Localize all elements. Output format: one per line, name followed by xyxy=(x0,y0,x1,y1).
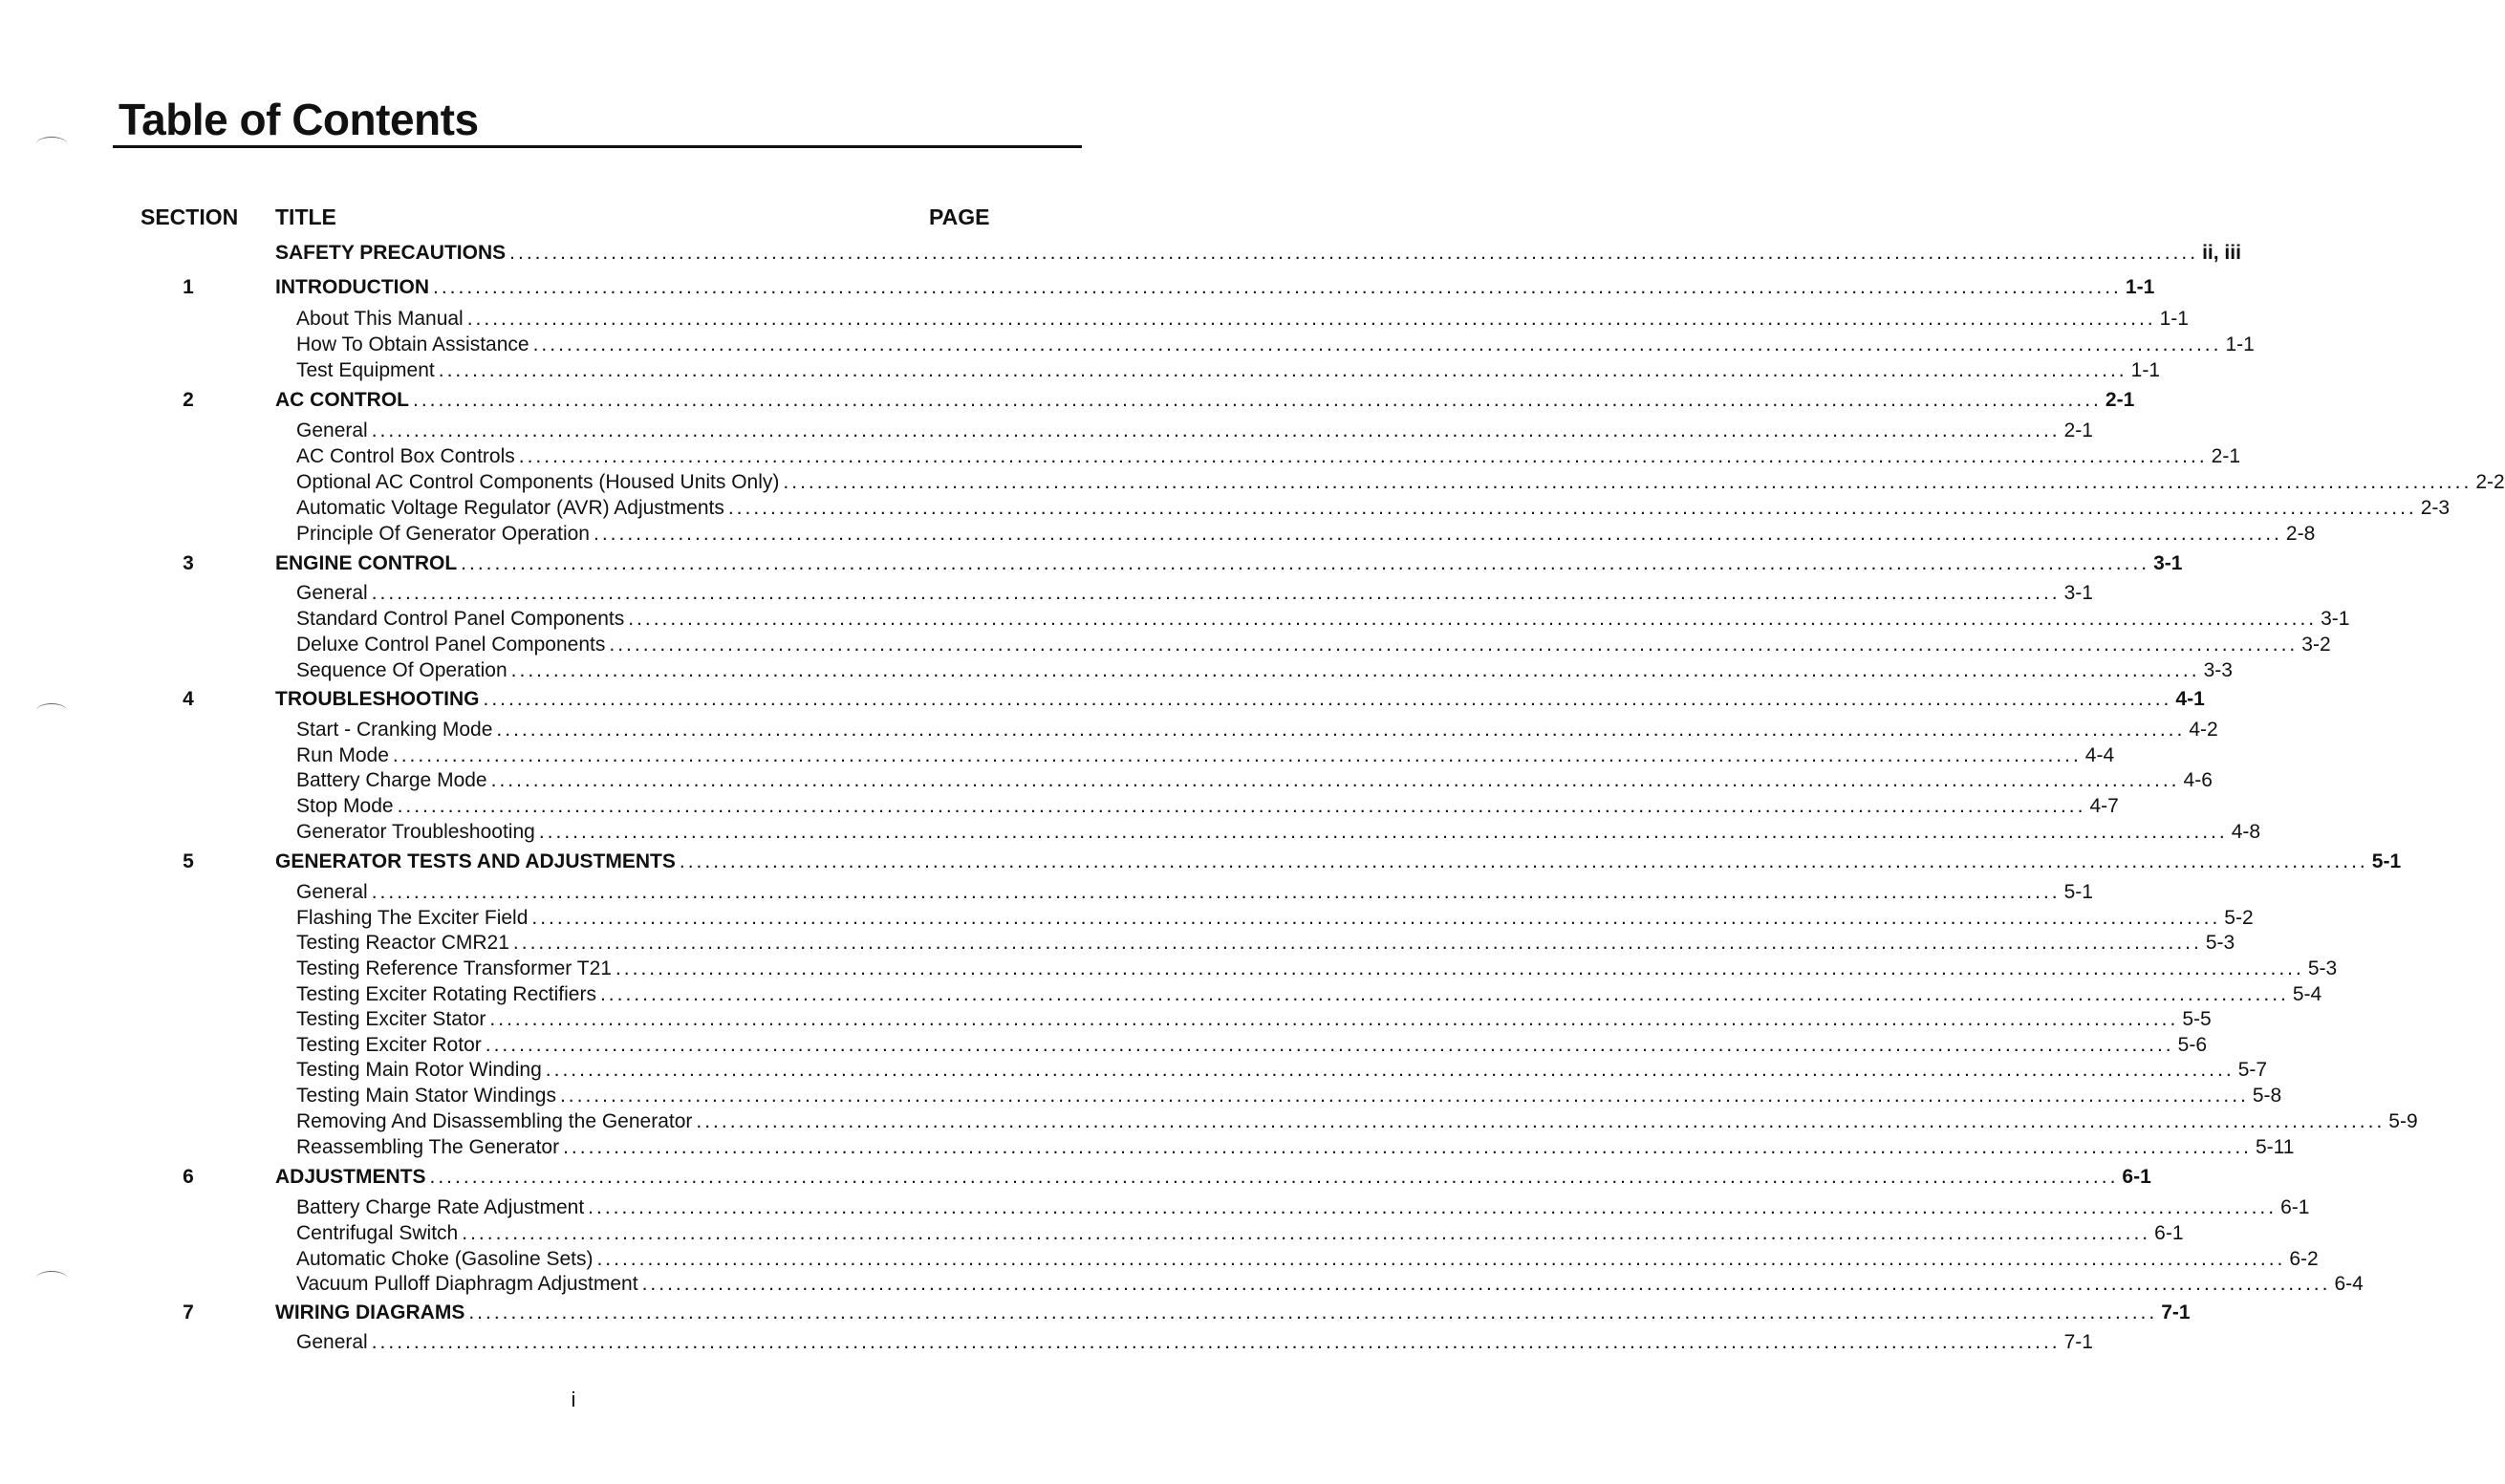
toc-entry xyxy=(275,387,2135,414)
toc-row[interactable] xyxy=(0,819,2261,846)
toc-row[interactable] xyxy=(0,469,2505,496)
toc-row[interactable] xyxy=(0,357,2161,384)
toc-entry-page: 2-8 xyxy=(2285,523,2316,545)
toc-row[interactable] xyxy=(0,879,2093,906)
toc-entry xyxy=(296,742,2115,769)
toc-row[interactable] xyxy=(0,1134,2295,1161)
toc-entry xyxy=(296,469,2505,496)
toc-entry-page: 5-11 xyxy=(2256,1136,2295,1158)
dot-leader: ........................................................................................................................................................................................................ xyxy=(593,523,2282,545)
toc-entry-page: 5-3 xyxy=(2205,932,2235,954)
toc-entry-title: Flashing The Exciter Field xyxy=(296,907,529,929)
toc-entry xyxy=(296,930,2235,957)
dot-leader: ........................................................................................................................................................................................................ xyxy=(461,552,2150,574)
dot-leader: ........................................................................................................................................................................................................ xyxy=(413,389,2102,411)
toc-entry-title: AC CONTROL xyxy=(275,389,409,411)
toc-entry-title: General xyxy=(296,1331,368,1353)
toc-entry-page: 6-4 xyxy=(2334,1273,2364,1295)
toc-entry xyxy=(296,418,2093,444)
dot-leader: ........................................................................................................................................................................................................ xyxy=(532,333,2222,355)
dot-leader: ........................................................................................................................................................................................................ xyxy=(641,1273,2331,1295)
toc-entry-title: General xyxy=(296,881,368,903)
toc-entry xyxy=(296,905,2254,932)
toc-row[interactable] xyxy=(0,1032,2208,1059)
toc-entry xyxy=(296,306,2189,333)
toc-row[interactable] xyxy=(0,495,2451,522)
toc-row[interactable] xyxy=(0,686,2205,713)
toc-row[interactable] xyxy=(0,956,2338,982)
toc-row[interactable] xyxy=(0,1108,2418,1135)
toc-entry-page: 6-1 xyxy=(2280,1196,2310,1218)
toc-row[interactable] xyxy=(0,632,2331,658)
dot-leader: ........................................................................................................................................................................................................ xyxy=(609,634,2299,656)
dot-leader: ........................................................................................................................................................................................................ xyxy=(531,907,2221,929)
toc-entry-page: 6-1 xyxy=(2154,1222,2184,1244)
toc-entry-page: 2-1 xyxy=(2105,389,2135,411)
section-number: 6 xyxy=(183,1166,194,1188)
dot-leader: ........................................................................................................................................................................................................ xyxy=(485,1034,2174,1056)
dot-leader: ........................................................................................................................................................................................................ xyxy=(510,659,2200,681)
toc-entry-title: TROUBLESHOOTING xyxy=(275,688,480,710)
toc-row[interactable] xyxy=(0,1083,2282,1109)
title-rule xyxy=(113,145,1082,148)
toc-entry-page: 5-1 xyxy=(2063,881,2093,903)
toc-entry-page: 5-7 xyxy=(2237,1059,2268,1081)
toc-entry xyxy=(275,1300,2191,1326)
toc-entry-page: 2-1 xyxy=(2063,419,2093,441)
toc-entry-title: Testing Exciter Stator xyxy=(296,1008,486,1030)
toc-entry xyxy=(296,1246,2319,1273)
toc-row[interactable] xyxy=(0,1164,2151,1191)
dot-leader: ........................................................................................................................................................................................................ xyxy=(538,821,2228,843)
toc-entry-title: Run Mode xyxy=(296,744,389,766)
dot-leader: ........................................................................................................................................................................................................ xyxy=(468,1301,2158,1323)
toc-entry xyxy=(296,1032,2208,1059)
toc-entry-page: 5-4 xyxy=(2292,983,2322,1005)
toc-entry-title: Stop Mode xyxy=(296,795,394,817)
toc-entry-page: 3-1 xyxy=(2063,582,2093,604)
dot-leader: ........................................................................................................................................................................................................ xyxy=(429,1166,2119,1188)
dot-leader: ........................................................................................................................................................................................................ xyxy=(783,471,2473,493)
toc-entry-title: General xyxy=(296,582,368,604)
toc-row[interactable] xyxy=(0,1329,2093,1356)
toc-entry-title: Principle Of Generator Operation xyxy=(296,523,590,545)
toc-entry-title: Start - Cranking Mode xyxy=(296,719,493,741)
toc-entry-page: ii, iii xyxy=(2202,242,2241,264)
toc-entry xyxy=(296,1134,2295,1161)
toc-entry-page: 5-5 xyxy=(2182,1008,2212,1030)
dot-leader: ........................................................................................................................................................................................................ xyxy=(596,1248,2286,1270)
page-title: Table of Contents xyxy=(119,95,479,144)
toc-row[interactable] xyxy=(0,332,2255,358)
toc-entry-title: Vacuum Pulloff Diaphragm Adjustment xyxy=(296,1273,638,1295)
dot-leader: ........................................................................................................................................................................................................ xyxy=(545,1059,2235,1081)
toc-entry-page: 3-1 xyxy=(2153,552,2183,574)
toc-entry xyxy=(296,357,2161,384)
toc-row[interactable] xyxy=(0,905,2254,932)
section-number: 2 xyxy=(183,389,194,411)
toc-entry xyxy=(296,819,2261,846)
toc-entry xyxy=(275,686,2205,713)
dot-leader: ........................................................................................................................................................................................................ xyxy=(397,795,2086,817)
toc-entry-title: ADJUSTMENTS xyxy=(275,1166,426,1188)
toc-entry xyxy=(296,495,2451,522)
toc-entry xyxy=(275,274,2155,301)
toc-row[interactable] xyxy=(0,550,2183,577)
dot-leader: ........................................................................................................................................................................................................ xyxy=(392,744,2082,766)
toc-row[interactable] xyxy=(0,1057,2268,1084)
toc-entry-page: 4-6 xyxy=(2183,769,2213,791)
dot-leader: ........................................................................................................................................................................................................ xyxy=(371,582,2061,604)
toc-entry-title: SAFETY PRECAUTIONS xyxy=(275,242,507,264)
toc-row[interactable] xyxy=(0,1271,2364,1298)
toc-entry-title: Standard Control Panel Components xyxy=(296,608,625,630)
toc-row[interactable] xyxy=(0,443,2241,470)
toc-entry-page: 6-2 xyxy=(2289,1248,2319,1270)
toc-entry xyxy=(296,793,2119,820)
toc-row[interactable] xyxy=(0,1300,2191,1326)
toc-entry-title: ENGINE CONTROL xyxy=(275,552,458,574)
dot-leader: ........................................................................................................................................................................................................ xyxy=(559,1085,2249,1107)
toc-row[interactable] xyxy=(0,1006,2212,1033)
dot-leader: ........................................................................................................................................................................................................ xyxy=(628,608,2318,630)
toc-entry xyxy=(296,1057,2268,1084)
section-number: 7 xyxy=(183,1301,194,1323)
dot-leader: ........................................................................................................................................................................................................ xyxy=(512,932,2202,954)
toc-entry-title: Generator Troubleshooting xyxy=(296,821,535,843)
toc-row[interactable] xyxy=(0,717,2218,743)
dot-leader: ........................................................................................................................................................................................................ xyxy=(696,1110,2386,1132)
dot-leader: ........................................................................................................................................................................................................ xyxy=(599,983,2289,1005)
dot-leader: ........................................................................................................................................................................................................ xyxy=(466,308,2156,330)
dot-leader: ........................................................................................................................................................................................................ xyxy=(462,1222,2151,1244)
toc-row[interactable] xyxy=(0,767,2213,794)
toc-entry xyxy=(296,1006,2212,1033)
toc-entry-page: 4-2 xyxy=(2189,719,2218,741)
section-column-header: SECTION xyxy=(140,204,239,229)
dot-leader: ........................................................................................................................................................................................................ xyxy=(490,769,2180,791)
toc-row[interactable] xyxy=(0,306,2189,333)
toc-row[interactable] xyxy=(0,793,2119,820)
dot-leader: ........................................................................................................................................................................................................ xyxy=(371,881,2061,903)
toc-row[interactable] xyxy=(0,1220,2184,1247)
toc-row[interactable] xyxy=(0,387,2135,414)
toc-entry xyxy=(296,521,2316,548)
toc-entry xyxy=(296,1271,2364,1298)
toc-row[interactable] xyxy=(0,742,2115,769)
toc-entry-page: 1-1 xyxy=(2225,333,2255,355)
title-column-header: TITLE xyxy=(275,204,336,229)
toc-entry-page: 5-9 xyxy=(2388,1110,2418,1132)
toc-entry xyxy=(296,1083,2282,1109)
dot-leader: ........................................................................................................................................................................................................ xyxy=(727,497,2417,519)
toc-entry-title: GENERATOR TESTS AND ADJUSTMENTS xyxy=(275,850,676,872)
dot-leader: ........................................................................................................................................................................................................ xyxy=(438,359,2127,381)
toc-entry-page: 4-4 xyxy=(2084,744,2115,766)
toc-entry xyxy=(296,1329,2093,1356)
toc-entry-title: Automatic Voltage Regulator (AVR) Adjustments xyxy=(296,497,724,519)
toc-entry xyxy=(275,849,2402,875)
page-column-header: PAGE xyxy=(929,204,990,229)
toc-entry-page: 1-1 xyxy=(2130,359,2161,381)
toc-entry-page: 1-1 xyxy=(2125,276,2155,298)
toc-entry-title: Reassembling The Generator xyxy=(296,1136,560,1158)
toc-entry-page: 6-1 xyxy=(2122,1166,2151,1188)
dot-leader: ........................................................................................................................................................................................................ xyxy=(371,419,2061,441)
toc-entry-title: Test Equipment xyxy=(296,359,435,381)
toc-entry xyxy=(275,240,2241,267)
toc-entry xyxy=(296,956,2338,982)
toc-entry-title: General xyxy=(296,419,368,441)
toc-entry xyxy=(296,879,2093,906)
toc-entry xyxy=(275,1164,2151,1191)
dot-leader: ........................................................................................................................................................................................................ xyxy=(615,957,2304,979)
toc-entry-page: 1-1 xyxy=(2159,308,2189,330)
toc-row[interactable] xyxy=(0,1194,2310,1221)
toc-entry-title: Battery Charge Rate Adjustment xyxy=(296,1196,585,1218)
dot-leader: ........................................................................................................................................................................................................ xyxy=(483,688,2172,710)
toc-entry-title: Optional AC Control Components (Housed Units Only) xyxy=(296,471,780,493)
section-number: 3 xyxy=(183,552,194,574)
toc-entry-page: 5-3 xyxy=(2307,957,2338,979)
toc-row[interactable] xyxy=(0,240,2241,267)
toc-entry-title: How To Obtain Assistance xyxy=(296,333,529,355)
toc-entry-page: 4-1 xyxy=(2175,688,2205,710)
toc-entry-page: 4-7 xyxy=(2089,795,2119,817)
toc-entry-page: 5-8 xyxy=(2252,1085,2282,1107)
toc-entry-page: 3-3 xyxy=(2203,659,2233,681)
toc-entry-title: Deluxe Control Panel Components xyxy=(296,634,606,656)
toc-row[interactable] xyxy=(0,849,2402,875)
toc-entry-title: Testing Main Stator Windings xyxy=(296,1085,556,1107)
toc-entry-title: Testing Main Rotor Winding xyxy=(296,1059,542,1081)
dot-leader: ........................................................................................................................................................................................................ xyxy=(518,445,2208,467)
toc-entry-title: WIRING DIAGRAMS xyxy=(275,1301,465,1323)
dot-leader: ........................................................................................................................................................................................................ xyxy=(588,1196,2278,1218)
toc-entry-page: 2-3 xyxy=(2420,497,2451,519)
toc-entry xyxy=(296,332,2255,358)
section-number: 4 xyxy=(183,688,194,710)
toc-entry xyxy=(296,443,2241,470)
toc-entry xyxy=(296,606,2350,633)
toc-entry-title: Battery Charge Mode xyxy=(296,769,487,791)
dot-leader: ........................................................................................................................................................................................................ xyxy=(489,1008,2179,1030)
toc-row[interactable] xyxy=(0,521,2316,548)
toc-entry xyxy=(296,767,2213,794)
toc-row[interactable] xyxy=(0,930,2235,957)
toc-row[interactable] xyxy=(0,981,2322,1008)
dot-leader: ........................................................................................................................................................................................................ xyxy=(496,719,2186,741)
toc-entry xyxy=(296,1220,2184,1247)
toc-entry xyxy=(296,981,2322,1008)
toc-entry-title: About This Manual xyxy=(296,308,464,330)
toc-entry-page: 7-1 xyxy=(2063,1331,2093,1353)
toc-entry-title: INTRODUCTION xyxy=(275,276,429,298)
toc-entry-page: 4-8 xyxy=(2231,821,2261,843)
toc-entry-page: 7-1 xyxy=(2161,1301,2191,1323)
toc-row[interactable] xyxy=(0,580,2093,607)
toc-row[interactable] xyxy=(0,1246,2319,1273)
toc-entry-title: Sequence Of Operation xyxy=(296,659,507,681)
toc-entry xyxy=(296,1194,2310,1221)
toc-entry xyxy=(275,550,2183,577)
toc-entry-title: Removing And Disassembling the Generator xyxy=(296,1110,693,1132)
dot-leader: ........................................................................................................................................................................................................ xyxy=(433,276,2122,298)
dot-leader: ........................................................................................................................................................................................................ xyxy=(679,850,2368,872)
toc-row[interactable] xyxy=(0,418,2093,444)
toc-entry-title: Testing Exciter Rotating Rectifiers xyxy=(296,983,596,1005)
toc-entry-title: AC Control Box Controls xyxy=(296,445,515,467)
section-number: 1 xyxy=(183,276,194,298)
toc-entry-page: 5-1 xyxy=(2371,850,2402,872)
toc-entry xyxy=(296,1108,2418,1135)
toc-entry-page: 3-2 xyxy=(2301,634,2331,656)
dot-leader: ........................................................................................................................................................................................................ xyxy=(563,1136,2252,1158)
toc-entry-title: Automatic Choke (Gasoline Sets) xyxy=(296,1248,594,1270)
toc-entry-page: 3-1 xyxy=(2321,608,2350,630)
toc-entry xyxy=(296,717,2218,743)
toc-entry-page: 2-1 xyxy=(2211,445,2241,467)
toc-entry-title: Testing Reactor CMR21 xyxy=(296,932,509,954)
toc-entry xyxy=(296,580,2093,607)
toc-row[interactable] xyxy=(0,606,2350,633)
toc-entry xyxy=(296,657,2233,684)
section-number: 5 xyxy=(183,850,194,872)
toc-entry-title: Testing Reference Transformer T21 xyxy=(296,957,612,979)
page-number: i xyxy=(571,1387,576,1411)
toc-entry-title: Testing Exciter Rotor xyxy=(296,1034,482,1056)
toc-entry-page: 5-2 xyxy=(2224,907,2254,929)
dot-leader: ........................................................................................................................................................................................................ xyxy=(371,1331,2061,1353)
toc-entry-page: 5-6 xyxy=(2177,1034,2208,1056)
toc-entry xyxy=(296,632,2331,658)
toc-entry-title: Centrifugal Switch xyxy=(296,1222,459,1244)
margin-mark xyxy=(36,137,67,151)
dot-leader: ........................................................................................................................................................................................................ xyxy=(509,242,2199,264)
toc-entry-page: 2-2 xyxy=(2475,471,2505,493)
toc-row[interactable] xyxy=(0,657,2233,684)
toc-row[interactable] xyxy=(0,274,2155,301)
